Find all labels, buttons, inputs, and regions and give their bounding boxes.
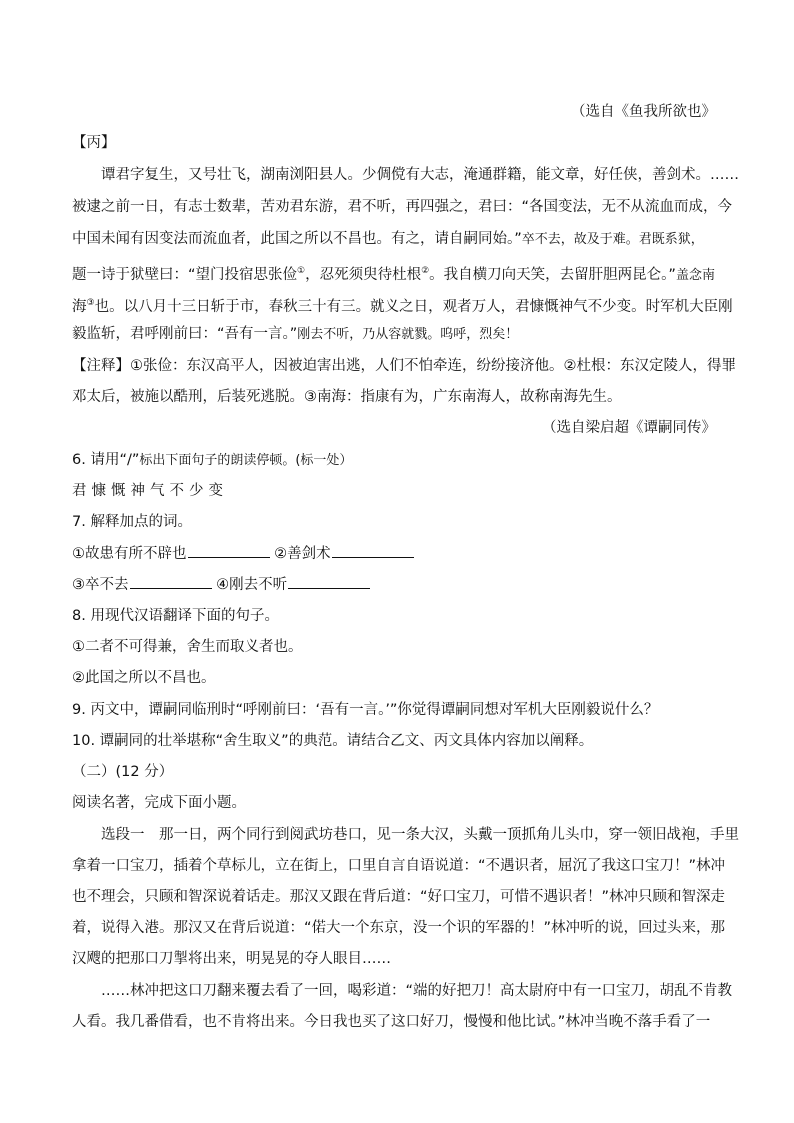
passage-line: 被逮之前一日，有志士数辈，苦劝君东游，君不听，再四强之，君曰：“各国变法，无不从流血而成，今 — [72, 199, 733, 215]
answer-blank[interactable] — [332, 543, 414, 558]
question-8-item: ②此国之所以不昌也。 — [72, 670, 216, 686]
excerpt-line: 拿着一口宝刀，插着个草标儿，立在街上，口里自言自语说道：“不遇识者，屈沉了我这口宝刀！”林冲 — [72, 858, 726, 874]
question-8: 8. 用现代汉语翻译下面的句子。 — [72, 608, 279, 624]
notes-line: 【注释】①张俭：东汉高平人，因被迫害出逃，人们不怕牵连，纷纷接济他。②杜根：东汉定陵人，得罪 — [72, 358, 736, 374]
passage-line: 谭君字复生，又号壮飞，湖南浏阳县人。少倜傥有大志，淹通群籍，能文章，好任侠，善剑术。…… — [101, 167, 739, 183]
footnote-marker: ③ — [86, 298, 95, 308]
question-6: 6. 请用“/”标出下面句子的朗读停顿。(标一处） — [72, 452, 353, 468]
excerpt-line: ……林冲把这口刀翻来覆去看了一回，喝彩道：“端的好把刀！高太尉府中有一口宝刀，胡乱不肯教 — [101, 983, 733, 999]
source-citation-1: （选自《鱼我所欲也》 — [571, 104, 716, 120]
question-7-row: ③卒不去 ④刚去不听 — [72, 574, 370, 595]
question-8-item: ①二者不可得兼，舍生而取义者也。 — [72, 639, 303, 655]
excerpt-line: 汉飕的把那口刀掣将出来，明晃晃的夺人眼目…… — [72, 951, 391, 967]
excerpt-line: 人看。我几番借看，也不肯将出来。今日我也买了这口好刀，慢慢和他比试。”林冲当晚不落手看了一 — [72, 1014, 711, 1030]
part-two-heading: （二）(12 分） — [72, 764, 174, 780]
question-6-sentence: 君慷慨神气不少变 — [72, 483, 228, 499]
question-10: 10. 谭嗣同的壮举堪称“舍生取义”的典范。请结合乙文、丙文具体内容加以阐释。 — [72, 733, 594, 749]
answer-blank[interactable] — [188, 543, 270, 558]
answer-blank[interactable] — [130, 574, 212, 589]
footnote-marker: ② — [421, 266, 430, 276]
passage-line: 题一诗于狱壁曰：“望门投宿思张俭①，忍死须臾待杜根②。我自横刀向天笑，去留肝胆两昆仑。”盖念南 — [72, 266, 715, 283]
passage-line: 毅监斩，君呼刚前曰：“吾有一言。”刚去不听，乃从容就戮。呜呼，烈矣！ — [72, 326, 519, 342]
section-heading-bing: 【丙】 — [72, 135, 116, 151]
passage-line: 海③也。以八月十三日斩于市，春秋三十有三。就义之日，观者万人，君慷慨神气不少变。时军机大臣刚 — [72, 298, 733, 315]
answer-blank[interactable] — [288, 574, 370, 589]
question-9: 9. 丙文中，谭嗣同临刑时“呼刚前曰：‘吾有一言。’”你觉得谭嗣同想对军机大臣刚毅说什么？ — [72, 702, 659, 718]
footnote-marker: ① — [297, 266, 306, 276]
notes-line: 邓太后，被施以酷刑，后装死逃脱。③南海：指康有为，广东南海人，故称南海先生。 — [72, 389, 622, 405]
excerpt-line: 也不理会，只顾和智深说着话走。那汉又跟在背后道：“好口宝刀，可惜不遇识者！”林冲只顾和智深走 — [72, 889, 726, 905]
passage-line: 中国未闻有因变法而流血者，此国之所以不昌也。有之，请自嗣同始。”卒不去，故及于难。君既系狱， — [72, 231, 704, 247]
source-citation-2: （选自梁启超《谭嗣同传》 — [542, 420, 716, 436]
excerpt-line: 选段一 那一日，两个同行到阅武坊巷口，见一条大汉，头戴一顶抓角儿头巾，穿一领旧战袍，手里 — [101, 827, 739, 843]
excerpt-line: 着，说得入港。那汉又在背后说道：“偌大一个东京，没一个识的军器的！”林冲听的说，回过头来，那 — [72, 920, 726, 936]
question-7: 7. 解释加点的词。 — [72, 514, 192, 530]
part-two-instruction: 阅读名著，完成下面小题。 — [72, 795, 246, 811]
question-7-row: ①故患有所不辟也 ②善剑术 — [72, 543, 414, 564]
